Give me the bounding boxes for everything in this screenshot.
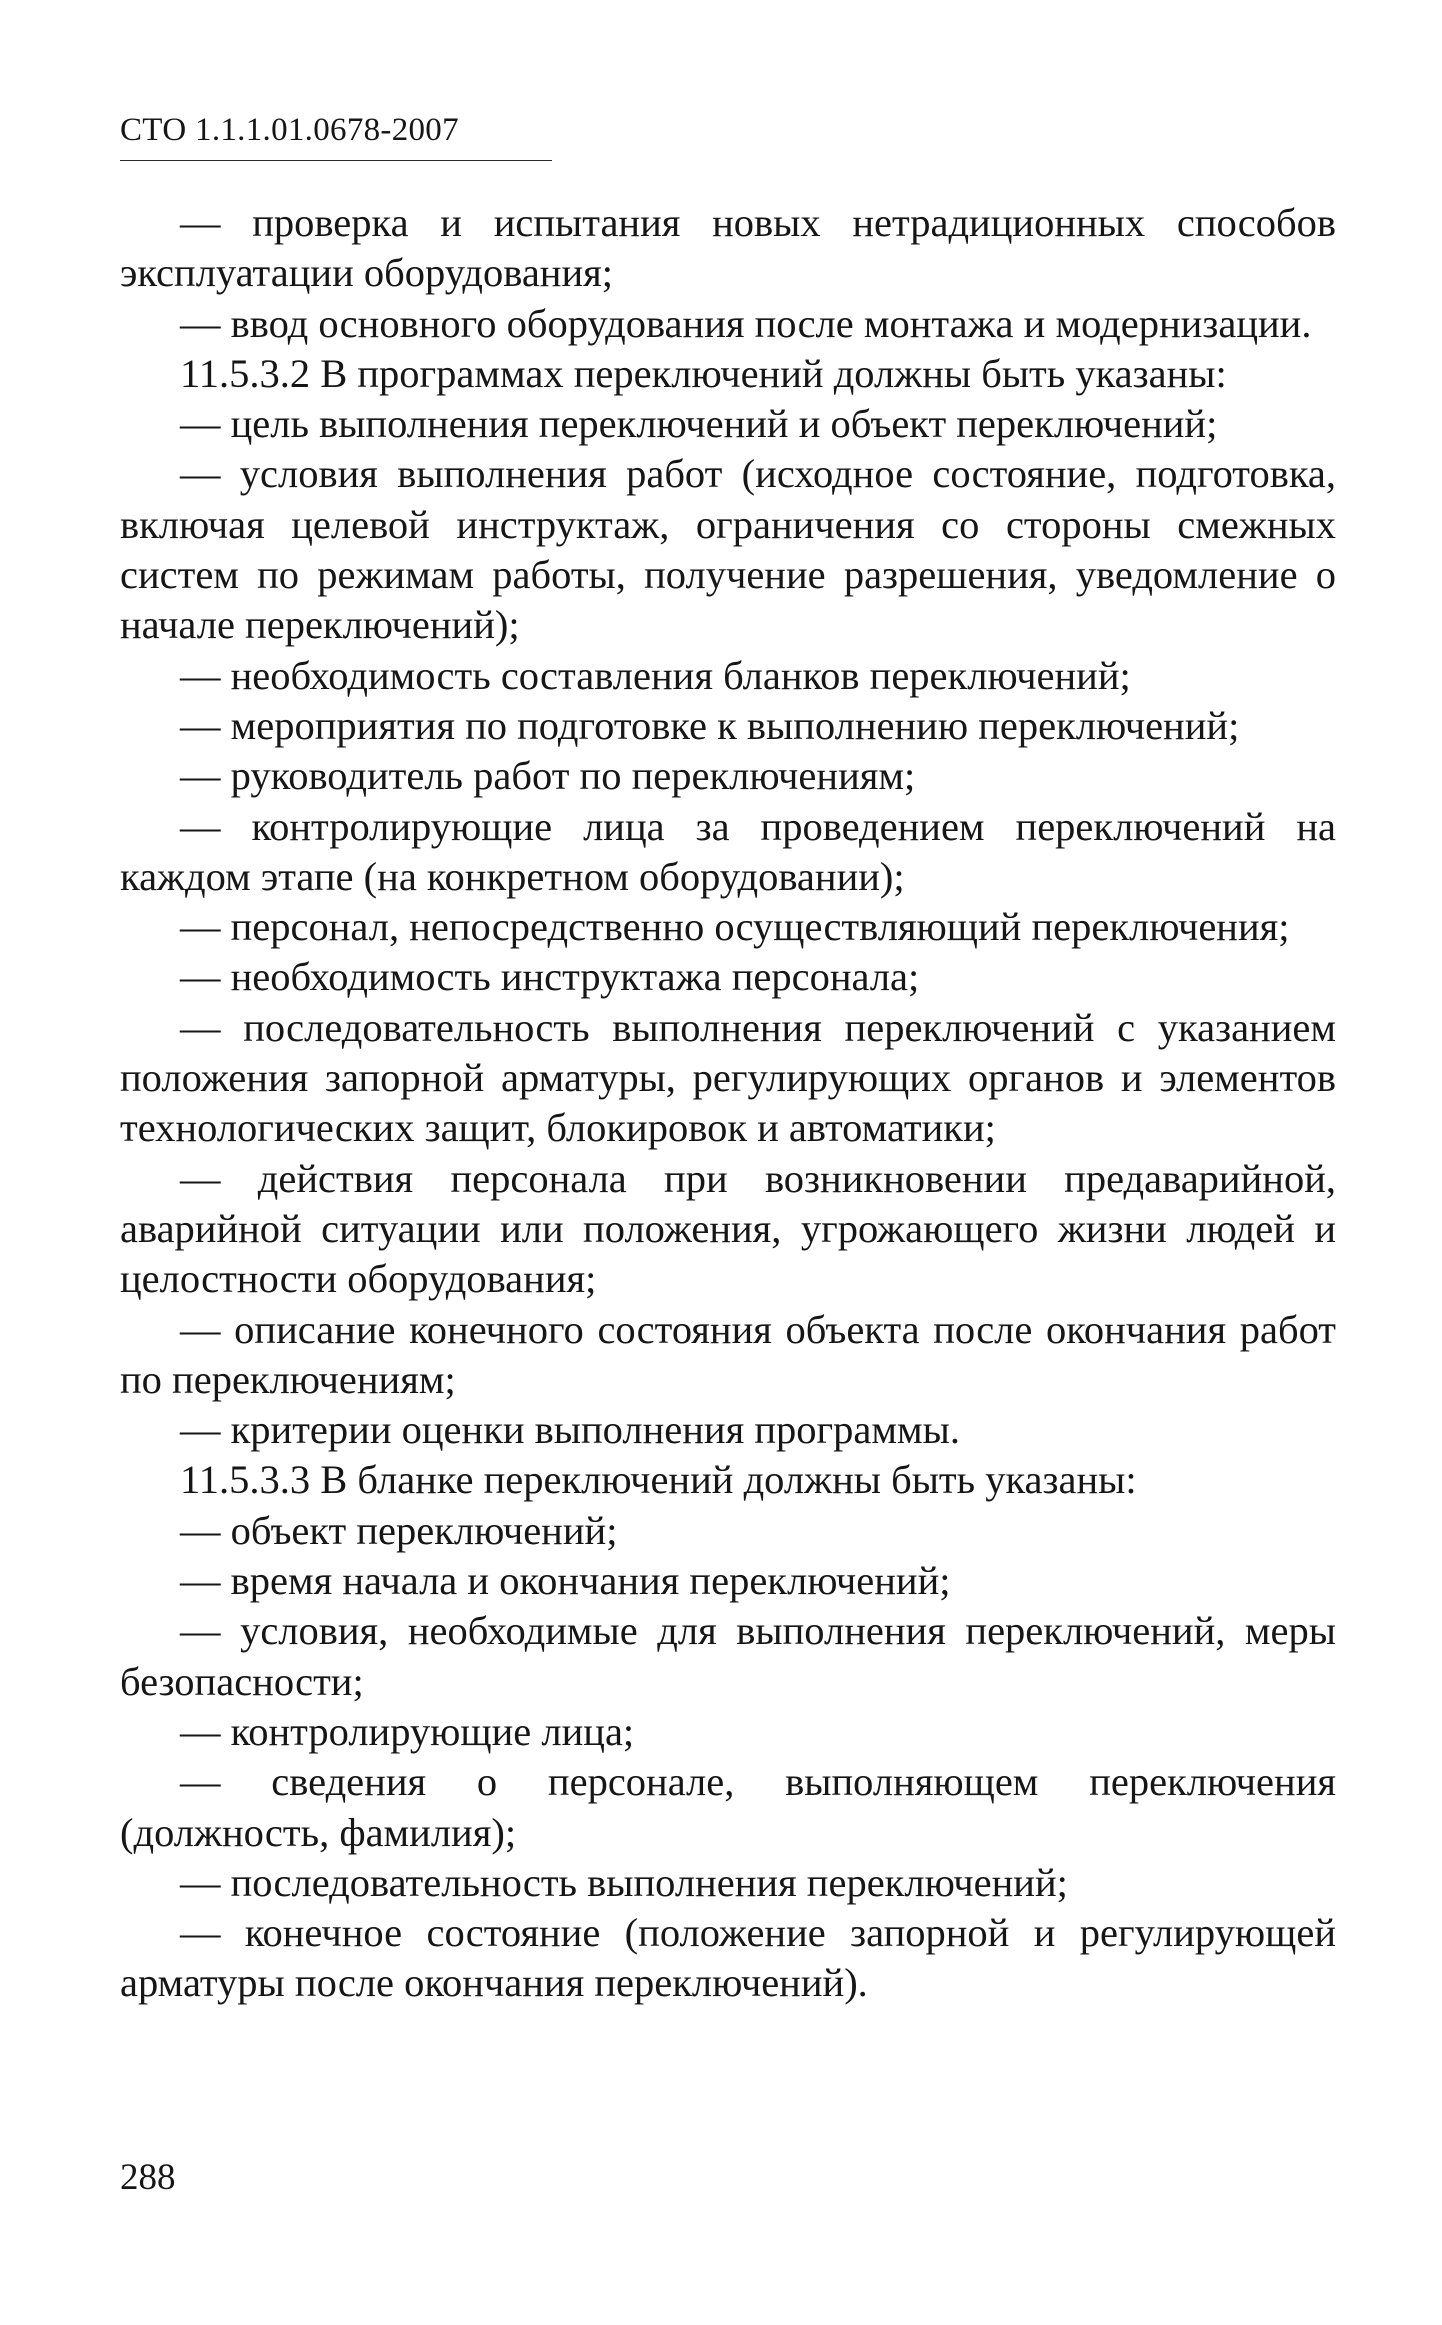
list-item: — необходимость составления бланков переключений; bbox=[180, 652, 1131, 698]
document-code-header: СТО 1.1.1.01.0678-2007 bbox=[120, 112, 459, 148]
list-item: — персонал, непосредственно осуществляющий переключения; bbox=[180, 904, 1290, 950]
list-item: — условия выполнения работ (исходное состояние, подготовка, включая целевой инструктаж, ограничения со стороны смежных систем по режимам работы, получение разрешения, уведомление о начале переключений); bbox=[120, 451, 1336, 648]
list-item: — конечное состояние (положение запорной и регулирующей арматуры после окончания переключений). bbox=[120, 1910, 1336, 2006]
list-item: — контролирующие лица; bbox=[180, 1708, 635, 1754]
list-item: — условия, необходимые для выполнения переключений, меры безопасности; bbox=[120, 1608, 1336, 1704]
list-item: — мероприятия по подготовке к выполнению переключений; bbox=[180, 702, 1240, 748]
list-item: — сведения о персонале, выполняющем переключения (должность, фамилия); bbox=[120, 1759, 1336, 1855]
list-item: — необходимость инструктажа персонала; bbox=[180, 954, 920, 1000]
section-heading-11-5-3-2: 11.5.3.2 В программах переключений должны быть указаны: bbox=[180, 350, 1227, 396]
list-item: — цель выполнения переключений и объект переключений; bbox=[180, 401, 1218, 447]
paragraph: — ввод основного оборудования после монтажа и модернизации. bbox=[180, 300, 1312, 346]
list-item: — критерии оценки выполнения программы. bbox=[180, 1407, 960, 1453]
page-number: 288 bbox=[120, 2157, 176, 2198]
document-body bbox=[120, 198, 1336, 2009]
section-heading-11-5-3-3: 11.5.3.3 В бланке переключений должны быть указаны: bbox=[180, 1457, 1137, 1503]
list-item: — контролирующие лица за проведением переключений на каждом этапе (на конкретном оборудовании); bbox=[120, 803, 1336, 899]
list-item: — объект переключений; bbox=[180, 1507, 618, 1553]
paragraph: — проверка и испытания новых нетрадиционных способов эксплуатации оборудования; bbox=[120, 200, 1336, 296]
list-item: — описание конечного состояния объекта после окончания работ по переключениям; bbox=[120, 1306, 1336, 1402]
list-item: — руководитель работ по переключениям; bbox=[180, 753, 916, 799]
list-item: — действия персонала при возникновении предаварийной, аварийной ситуации или положения, угрожающего жизни людей и целостности оборудования; bbox=[120, 1155, 1336, 1302]
list-item: — последовательность выполнения переключений; bbox=[180, 1859, 1068, 1905]
list-item: — время начала и окончания переключений; bbox=[180, 1558, 951, 1604]
list-item: — последовательность выполнения переключений с указанием положения запорной арматуры, регулирующих органов и элементов технологических защит, блокировок и автоматики; bbox=[120, 1004, 1336, 1151]
header-underline bbox=[120, 160, 552, 161]
